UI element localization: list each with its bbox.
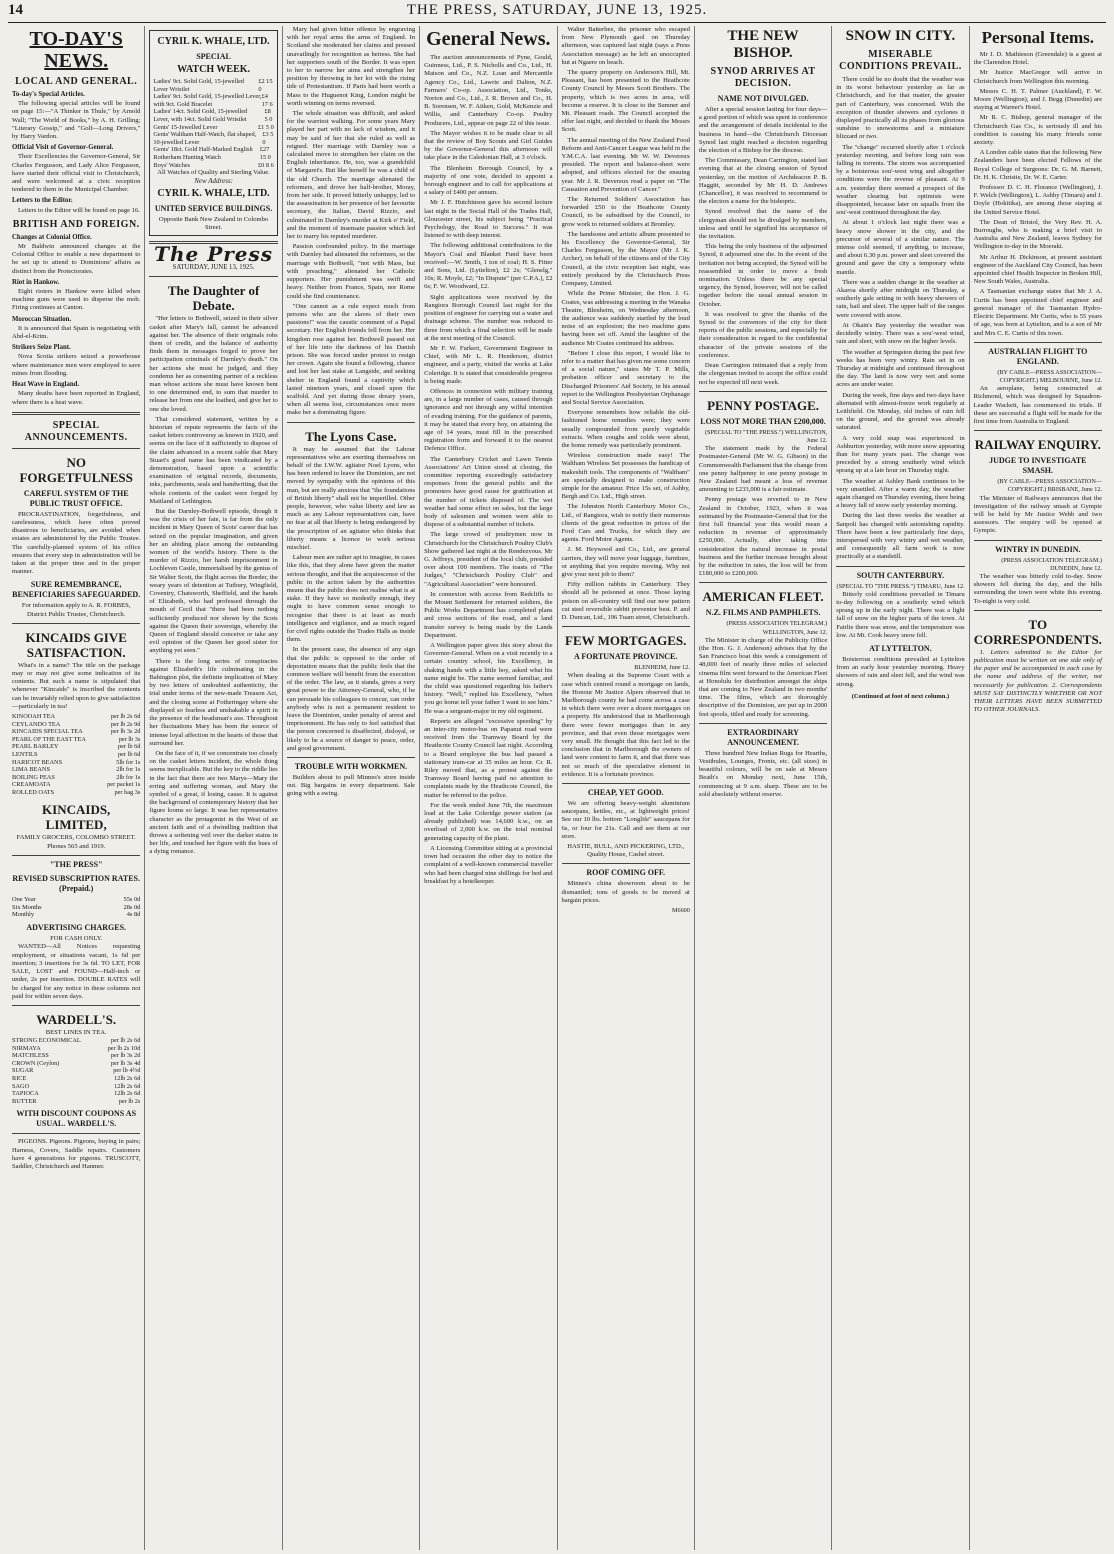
news-paragraph: For the week ended June 7th, the maximum load at the Lake Coleridge power station (as already published) was 14,600 k.w., on an overload of 2,000 k.w. on the total nominal generating capacity of the plant. — [424, 801, 553, 842]
news-text: Their Excellencies the Governor-General, Sir Charles Fergusson, and Lady Alice Fergusson, have started their official visit to Christchurch, and were welcomed at a civic reception tendered to them in the Municipal Chamber. — [12, 153, 141, 194]
news-paragraph: Mr F. W. Furkert, Government Engineer in Chief, with Mr L. R. Henderson, district engineer, and a party, visited the works at Lake Coleridge. It is stated that considerable progress is being made. — [424, 344, 553, 385]
snow-paragraph: During the week, fine days and two days have alternated with almost-freeze work regularly at Leithfield. On Monday, old inches of rain fell on the ground, and the ground was already saturated. — [836, 391, 965, 432]
continued-note: (Continued at foot of next column.) — [851, 692, 950, 700]
whale-watch-ad — [149, 30, 277, 236]
news-text: Letters to the Editor will be found on page 16. — [18, 206, 140, 214]
news-text: Nova Scotia strikers seized a powerhouse where maintenance men were employed to save mines from flooding. — [12, 353, 141, 377]
news-paragraph: While the Prime Minister, the Hon. J. G. Coates, was addressing a meeting in the Wanaka Theatre, Blenheim, on Wednesday afternoon, the audience was suddenly startled by the loud noise of an explosion; the two machine guns having been set off. Amid the laughter of the audience Mr Coates continued his address. — [561, 290, 690, 347]
price-row: SUGAR per lb 4½d — [12, 1067, 141, 1075]
news-paragraph: The handsome and artistic album presented to his Excellency the Governor-General, Sir Charles Fergusson, by the Mayor (Mr J. K. Archer), on behalf of the citizens and of the City Council, at the civic reception last night, was entirely produced by the Christchurch Press Company, Limited. — [561, 230, 690, 288]
personal-paragraph: A London cable states that the following New Zealanders have been elected Fellows of the Royal College of Surgeons: Dr. G. M. Barnett, Dr. H. K. Christie, Dr. W. E. Carter. — [973, 149, 1102, 181]
fleet-dateline: (PRESS ASSOCIATION TELEGRAM.) WELLINGTON, June 12. — [726, 620, 828, 636]
issue-date: SATURDAY, JUNE 13, 1925. — [172, 264, 255, 272]
the-press-nameplate: The Press — [154, 241, 274, 266]
editorial-paragraph: "One cannot as a rule expect much from persons who are the slaves of their own passions!" was the caustic comment of a Papal secretary. Her English friends fell from her. Her kingdom rose against her. Bothwell passed out of her life into the darkness of his Danish prison. She was forced under protest to resign her crown. Again she found a following, chance and lost her last stake at Langside, and seeking shelter in England found a captivity which lasted nineteen years, and closed upon the scaffold. And yet during those dreary years, when all seems lost, circumstances once more make her a dominating figure. — [286, 302, 416, 417]
column-7 — [832, 26, 969, 1550]
wardells-footer: WITH DISCOUNT COUPONS AS USUAL. WARDELL'S. — [16, 1109, 137, 1129]
personal-paragraph: Mr Arthur H. Dickinson, at present assistant engineer of the Auckland City Council, has been appointed chief Health Inspector in Broken Hill, New South Wales, Australia. — [973, 253, 1102, 286]
news-label: To-day's Special Articles. — [12, 91, 85, 98]
todays-news-heading: TO-DAY'S NEWS. — [29, 28, 123, 72]
price-row: TAPIOCA 12lb 2s 6d — [12, 1090, 141, 1098]
price-row: LIMA BEANS 2lb for 1s — [12, 766, 141, 774]
correspondents-text: 1. Letters submitted to the Editor for publication must be written on one side only of the paper and be accompanied in each case by the name and address of the writer, not necessarily for publication. 2. Correspondents MUST SAY DISTINCTLY WHETHER OR NOT THEIR LETTERS HAVE BEEN SUBMITTED TO OTHER JOURNALS. — [973, 648, 1102, 714]
editorial-paragraph: But the Darnley-Bothwell episode, though it was the crisis of her fate, is far from the only incident in Mary Queen of Scots' career that has seized on the popular imagination, and given her an abiding place among the outstanding women of the world's history. There is the murder of Rizzio, her harsh imprisonment in Lochleven Castle, immortalised by the genius of Sir Walter Scott, the flight across the Border, the weary years of detention at Tutbury, Wingfield, Coventry, Chatsworth, Sheffield, and the hands of Elizabeth, who had professed through the mouth of Cecil that "there had been nothing sufficiently produced nor shown by the Scots against the Queen their sovereign, whereby the Queen of England should conceive or take any evil opinion of the Queen her good sister for anything yet seen." — [149, 508, 278, 655]
news-paragraph: "Before I close this report, I would like to refer to a matter that has given me some concern of a social nature," states Mr T. P. Mills, probation officer and secretary to the Discharged Prisoners' Aid Society, in his annual report to the Wellington Presbyterian Orphanage and Social Service Association. — [561, 349, 690, 406]
american-fleet-heading: AMERICAN FLEET. — [702, 589, 824, 605]
personal-paragraph: Messrs C. H. T. Palmer (Auckland), F. W. Moore (Wellington), and J. Begg (Dunedin) are staying at Warner's Hotel. — [973, 87, 1102, 112]
extraordinary-announcement-text: Three hundred New Indian Rugs for Hearths, Vestibules, Lounges, Fronts, etc. (all sizes) in beautiful colours, will be on sale at Messrs Beath's on Monday next, June 15th, commencing at 9 a.m. sharp. These are to be sold absolutely without reserve. — [698, 749, 828, 798]
penny-paragraph: The statement made by the Federal Postmaster-General (Mr W. G. Gibson) in the Commonwealth Parliament that the change from one penny halfpenny to one penny postage in New Zealand had meant a loss of revenue amounting to £233,000 is a fair estimate. — [698, 445, 828, 494]
snow-paragraph: There was a sudden change in the weather at Akaroa shortly after midnight on Thursday, a southerly gale setting in with heavy showers of rain, hail and sleet. The upper half of the ranges were covered with snow. — [836, 278, 965, 319]
local-general-heading: LOCAL AND GENERAL. — [15, 76, 138, 87]
bishop-paragraph: After a special session lasting for four days—a good portion of which was spent in conference and the arrangement of details incidental to the business in hand—the Christchurch Diocesan Synod last night reached a decision regarding the election of a Bishop for the diocese. — [698, 106, 828, 155]
column-6 — [695, 26, 832, 1550]
personal-paragraph: The Dean of Bristol, the Very Rev. H. A. Burroughs, who is making a brief visit to Australia and New Zealand, leaves Sydney for Wellington to-day in the Moeraki. — [973, 218, 1102, 251]
synod-decision-sub: SYNOD ARRIVES AT DECISION. — [710, 66, 816, 89]
column-5 — [558, 26, 695, 1550]
wintry-text: The weather was bitterly cold to-day. Snow showers fell during the day, and the hills surrounding the town were white this evening. To-night is very cold. — [973, 572, 1102, 605]
news-paragraph: The Canterbury Cricket and Lawn Tennis Associations' Art Union stood at closing, the committee reporting exceedingly satisfactory responses from the general public and the promoters have good cause for gratification at the number of tickets disposed of. The wet weather had some effect on sales, but the large body of salesmen and women were able to dispose of a substantial number of tickets. — [424, 455, 553, 529]
bishop-paragraph: Synod resolved that the name of the clergyman should not be divulged by members, unless and until he signified his acceptance of the invitation. — [698, 208, 828, 241]
column-2 — [145, 26, 282, 1550]
editorial-paragraph: The whole situation was difficult, and asked for the warriest walking. For some years Mary played her part with no lack of wisdom, and it may be said of her that she ruled as well as reigned. Her marriage with Darnley was a calculated move to strengthen her claim on the English inheritance. He, too, was a grandchild of Margaret's. But like herself he was a child of the old Church. The marriage alienated the reformers, and drove her half-brother, Moray, from her side. It proved bitterly unhappy, led to the assassination in her presence of her favourite secretary, the Italian, David Rizzio, and culminated in Darnley's murder at Kirk o' Field, and the moment of insensate passion which led her to marry his reputed murderer. — [286, 110, 416, 241]
price-row: LENTILS per lb 6d — [12, 750, 141, 758]
editorial-paragraph: Passion confounded policy. In the marriage with Darnley had alienated the reformers, so the marriage with Bothwell, "not with Mass, but with preaching," alienated her Catholic supporters. Her punishment was swift and heavy. Neither from France, Spain, nor Rome could she find countenance. — [286, 243, 416, 300]
snow-paragraph: There could be no doubt that the weather was in its worst behaviour yesterday as far as Christchurch, and for that matter, the greater part of Canterbury, was concerned. With the exception of thunder showers and cyclones it displayed practically all its phases from glorious sunshine to snowstorms and a miniature blizzard or two. — [836, 76, 965, 141]
bishop-paragraph: It was resolved to give the thanks of the Synod to the convenors of the city for their reports of the public sessions, and especially for their consideration in regard to the confidential character of the private sessions of the conference. — [698, 310, 828, 359]
special-label: SPECIAL — [196, 52, 231, 61]
price-row: MATCHLESS per lb 3s 2d — [12, 1052, 141, 1060]
news-paragraph: J. M. Heywood and Co., Ltd., are general carriers, they will move your luggage, furniture, or anything that you require moving. Why not give your next job to them? — [561, 546, 690, 578]
timaru-dateline: (SPECIAL TO "THE PRESS.") TIMARU, June 12. — [836, 582, 965, 590]
price-row: CROWN (Ceylon) per lb 3s 4d — [12, 1059, 141, 1067]
news-paragraph: Reports are alleged "excessive speeding" by an inter-city motor-bus on Papanui road were received from the Tramway Board by the Heathcote County Council last night. According to a Board employee the bus had passed a stationary tram-car at 35 miles an hour. Cr. R. Riley moved that, as a protest against the Tramway Board having paid no attention to complaints made by the Heathcote Council, the matter be referred to the police. — [424, 717, 553, 799]
snow-paragraph: A very cold snap was experienced in Ashburton yesterday, with more snow appearing than for many years past. The change was preceded by a strong southerly wind which sprang up at a late hour on Thursday night. — [836, 434, 965, 475]
watches-note: All Watches of Quality and Sterling Value. — [157, 169, 270, 177]
name-not-divulged: NAME NOT DIVULGED. — [717, 94, 809, 103]
price-row: BOILING PEAS 2lb for 1s — [12, 773, 141, 781]
hastie-bull-pickering: HASTIE, BULL, AND PICKERING, LTD., Quality House, Cashel street. — [567, 843, 685, 859]
general-news-heading: General News. — [426, 28, 551, 50]
public-trust-subheading: CAREFUL SYSTEM OF THE PUBLIC TRUST OFFICE. — [23, 488, 129, 508]
news-paragraph: The Johnston North Canterbury Motor Co., Ltd., of Rangiora, wish to notify their numerous clients of the great reduction in prices of the Ford Cars and Trucks, for which they are agents. Ford Motor Agents. — [561, 503, 690, 544]
price-row: SAGO 12lb 2s 6d — [12, 1082, 141, 1090]
masthead-title: THE PRESS, SATURDAY, JUNE 13, 1925. — [406, 2, 708, 18]
railway-enquiry-sub: JUDGE TO INVESTIGATE SMASH. — [989, 456, 1087, 476]
price-row: KINCAIDS SPECIAL TEA per lb 3s 2d — [12, 728, 141, 736]
masthead — [8, 2, 1106, 23]
news-text: It is announced that Spain is negotiating with Abd-el-Krim. — [12, 324, 141, 341]
advertising-heading: ADVERTISING CHARGES. — [26, 923, 127, 933]
snow-paragraph: The "change" occurred shortly after 1 o'clock yesterday morning, and before long rain was falling in torrents. The storm was accompanied by a boisterous sou'-west wing and altogether conditions were the reverse of pleasant. At 9 a.m. yesterday there seemed a prospect of the weather clearing but optimists were disappointed, because later on squalls from the sou'-west continued throughout the day. — [836, 143, 965, 217]
watch-row: Ladies' 9ct. Solid Gold, 15-jewelled Lever, with 9ct. Gold Bracelet £4 17 6 — [153, 93, 273, 108]
advertising-text: WANTED—All Notices requesting employment, or situations vacant, 1s 6d per insertion; 3 insertions for 3s 6d. TO LET, FOR SALE, LOST and FOUND—Half-inch or under, 2s per insertion. DOUBLE RATES will be charged for any notice in these columns not paid for within seven days. — [12, 943, 141, 1000]
editorial-paragraph: "Her letters to Bothwell, seized in their silver casket after Mary's fall, cannot be advanced against her. The absence of their originals robs them of credit, and the balance of authority finds them in messages forged to prove her participation criminals of Darnley's death." On her actions she must be judged, and they condemn her as consenting partner of a reckless man whose actions she must have known bent to one determined end, to sum that murder to release her from one she loathed, and give her to one she loved. — [149, 315, 278, 413]
bishop-paragraph: Dean Carrington intimated that a reply from the clergyman invited to accept the office could not be expected till next week. — [698, 362, 828, 386]
watch-row: Ladies' 9ct. Solid Gold, 15-jewelled Lever Wristlet £2 15 0 — [153, 78, 273, 93]
personal-paragraph: A Tasmanian exchange states that Mr J. A. Curtis has been appointed chief engineer and general manager of the Tasmanian Hydro-Electric Department. Mr Curtis, who is 55 years of age, was born at Lyttelton, and is a son of Mr and Mrs C. E. Curtis of this town. — [973, 288, 1102, 337]
editorial-paragraph: Mary had given bitter offence by engraving with her royal arms the arms of England. In Scotland she moderated her claims and pressed unavailingly for recognition as heiress. She had her supporters south of the Border. It was open to her to narrow her aims and strengthen her position by throwing in her lot with the rising tide of Protestantism. If Paris had been worth a Mass to the Huguenot King, London might be worth winning on terms reversed. — [286, 26, 416, 107]
wardells-heading: WARDELL'S. — [36, 1011, 117, 1027]
price-row: ROLLED OATS per bag 3s — [12, 788, 141, 796]
building-name: UNITED SERVICE BUILDINGS. — [154, 203, 273, 213]
personal-items-heading: Personal Items. — [981, 28, 1094, 47]
lyttelton-text: Boisterous conditions prevailed at Lyttelton from an early hour yesterday morning. Heavy showers of rain and sleet fell, and the wind was strong. — [836, 656, 965, 688]
new-address-label: New Address: — [194, 177, 233, 186]
news-label: Letters to the Editor. — [12, 197, 73, 205]
kincaids-address: FAMILY GROCERS, COLOMBO STREET. Phones 565 and 1919. — [16, 834, 136, 850]
personal-paragraph: Mr J. D. Mathieson (Greendale) is a guest at the Clarendon Hotel. — [973, 51, 1102, 67]
watch-row: Ladies' 14ct. Solid Gold, 15-jewelled Lever, with 14ct. Solid Gold Wristlet £8 5 0 — [153, 108, 273, 123]
news-label: Heat Wave in England. — [12, 381, 80, 389]
rate-row: One Year 55s 0d — [12, 895, 141, 903]
snow-in-city-heading: SNOW IN CITY. — [845, 28, 956, 44]
subscription-heading: REVISED SUBSCRIPTION RATES. (Prepaid.) — [12, 873, 141, 893]
railway-enquiry-heading: RAILWAY ENQUIRY. — [974, 437, 1101, 453]
press-heading: "THE PRESS" — [49, 859, 103, 869]
news-paragraph: Everyone remembers how reliable the old-fashioned home remedies were; they were usually compounded from purely vegetable extracts. When coughs and colds were about, the home remedy was particularly prominent. — [561, 409, 690, 449]
news-paragraph: The Returned Soldiers' Association has forwarded £50 to the Heathcote County Council, to be subsidised by the Council, to grow work to returned soldiers at Bromley. — [561, 196, 690, 228]
news-label: Riot in Hankow. — [12, 278, 60, 286]
news-paragraph: A Wellington paper gives this story about the Governor-General. When on a visit recently to a certain country school, his Excellency, in shaking hands with a little boy, asked what his name might be. The name seemed familiar, and the child was questioned regarding his father's history. "Well," replied his Excellency, "when you go home tell your father I want to see him." He was a sergeant-major in my old regiment. — [424, 642, 553, 715]
price-row: HARICOT BEANS 5lb for 1s — [12, 758, 141, 766]
news-paragraph: The following additional contributions to the Mayor's Coal and Blanket Fund have been received:—W. Smith, 1 ton of coal; H. S. Fitter and Sons, Ltd. (Lyttelton), £2 2s; "Glenelg," 10s; R. Moyle, £2; "In Dispute" (per C.P.A.), £2 6s; F. W. Woodward, £2. — [424, 242, 553, 291]
news-paragraph: The large crowd of poultrymen now in Christchurch for the Christchurch Poultry Club's Show gathered last night at the Rendezvous. Mr G. Jeffreys, president of the local club, presided over about 100 members. The toasts of "The Judges," "Christchurch Poultry Club" and "Agricultural Association" were honoured. — [424, 531, 553, 588]
bishop-paragraph: This being the only business of the adjourned Synod, it adjourned sine die. In the event of the invitation not being accepted, the Synod will be reassembled in order to move a fresh nomination. Unless there be any special urgency, the Synod, however, will not be called together before the usual annual session in October. — [698, 243, 828, 308]
news-label: Official Visit of Governor-General. — [12, 144, 114, 152]
news-paragraph: The auction announcements of Pyne, Gould, Guinness, Ltd., P. S. Nicholls and Co., Ltd., H. Matson and Co., N.Z. Loan and Mercantile Agency Co., Ltd., Lawrie and Dalton, N.Z. Farmers' Co-op. Association, Ltd., Tonks, Norton and Co., Ltd., J. R. Brown and Co., H. B. Sorensen, W. F. Aitken, Gold, McKenzie and Willis, and Canterbury Co-op. Poultry Producers, Ltd., appear on page 22 of this issue. — [424, 54, 553, 127]
snow-paragraph: The weather at Ashley Bank continues to be very unsettled. After a warm day, the weather again changed on Thursday evening, there being a heavy fall of snow early yesterday morning. — [836, 477, 965, 510]
snow-paragraph: At about 1 o'clock last night there was a heavy snow shower in the city, and the precursor of several of a similar nature. The intense cold seemed, if anything, to increase, and about 6.30 p.m. power and sleet covered the ground and gave the city a temporary white mantle. — [836, 219, 965, 276]
snow-paragraph: The weather at Springston during the past few weeks has been very wintry. Rain set in on Thursday at midnight and continued throughout the day. The land is now very wet and some acres are under water. — [836, 348, 965, 389]
kincaids-price-list — [12, 713, 140, 797]
wintry-dunedin-heading: WINTRY IN DUNEDIN. — [995, 544, 1081, 554]
news-text: The following special articles will be found on page 15:—"A Thinker in Thule," by Arnold Wall; "The World of Books," by A. H. Grilling; "Literary Gossip," and "Golf—Long Drivers," by Harry Vardon. — [12, 100, 141, 141]
rate-row: Monthly 4s 8d — [12, 911, 141, 919]
personal-paragraph: Mr R. C. Bishop, general manager of the Christchurch Gas Co., is seriously ill and his condition is causing his many friends some anxiety. — [973, 114, 1102, 147]
watch-list — [153, 78, 273, 169]
fleet-paragraph: The Minister in charge of the Publicity Office (the Hon. G. J. Anderson) advises that by the San Francisco boat this week a consignment of 48,000 feet of nearly three miles of selected cinema film went forward to the American Fleet at Honolulu for distribution amongst the ships that are coming to New Zealand in two months' time. The films, which are thoroughly descriptive of the Dominion, are put up in 2000 feet spools, titled and ready for screening. — [698, 636, 828, 718]
lyons-paragraph: In the present case, the absence of any sign that the public is opposed to the order of deportation means that the public feels that the common welfare will benefit from the execution of the order. The law, as it stands, gives a very great power to the Attorney-General, who, if he can persuade his colleagues to concur, can order anybody who is not a permanent resident to leave the Dominion, under penalty of arrest and imprisonment. He has only to feel satisfied that the person concerned is disaffected, disloyal, or likely to be a source of danger to peace, order, and good government. — [286, 646, 416, 752]
news-label: Strikers Seize Plant. — [12, 344, 71, 352]
editorial-paragraph: That considered statement, written by a historian of repute represents the facts of the casket letters controversy as known in 1920, and seems on the face of it sufficiently to dispose of the claim advanced in a recent cable that Mary Stuart's good name has been vindicated by a demonstration, based upon a scientific examination of original records, documents, inks, parchments, seals and handwriting, that the whole contents of the casket were forged by Maitland of Lethington. — [149, 415, 278, 505]
forgetfulness-heading: NO FORGETFULNESS — [19, 454, 133, 485]
price-row: PEARL OF THE EAST TEA per lb 3s — [12, 735, 141, 743]
personal-paragraph: Mr Justice MacGregor will arrive in Christchurch from Wellington this morning. — [973, 69, 1102, 85]
columns — [8, 26, 1106, 1550]
news-paragraph: The Mayor wishes it to be made clear to all that the review of Boy Scouts and Girl Guides by the Governor-General this afternoon will take place in the Caledonian Hall, at 3 o'clock. — [424, 129, 553, 162]
daughter-of-debate-heading: The Daughter of Debate. — [167, 283, 260, 314]
cash-only: FOR CASH ONLY. — [50, 935, 103, 943]
news-label: Moroccan Situation. — [12, 315, 72, 323]
watch-row: Gents' 15-Jewelled Lever £1 5 0 — [153, 123, 274, 131]
melbourne-dateline: (BY CABLE—PRESS ASSOCIATION—COPYRIGHT.) MELBOURNE, June 12. — [997, 368, 1102, 384]
kincaids-limited: KINCAIDS, LIMITED, — [42, 802, 111, 833]
watch-row: Gents' 18ct. Gold Half-Marked English Rotherham Hunting Watch £27 15 0 — [153, 146, 271, 161]
news-paragraph: Offences in connexion with military training are, in a large number of cases, caused through ignorance and not through any wilful intention of evading training. For the guidance of parents, it may be stated that every boy, on attaining the age of 14 years, must fill in the prescribed registration form and forward it to the nearest Defence Office. — [424, 387, 553, 453]
opposite-bank: Opposite Bank New Zealand in Colombo Street. — [158, 215, 269, 231]
penny-postage-heading: PENNY POSTAGE. — [707, 397, 820, 413]
new-bishop-heading: THE NEW BISHOP. — [727, 28, 799, 61]
rate-row: Six Months 28s 0d — [12, 903, 141, 911]
trouble-workmen-text: Builders about to pull Minnes's store inside out. Big bargains in every department. Sale going with a swing. — [286, 774, 416, 798]
cheap-yet-good-heading: CHEAP, YET GOOD. — [587, 788, 664, 798]
fortunate-province-sub: A FORTUNATE PROVINCE. — [574, 652, 678, 662]
price-row: CEYLANDO TEA per lb 2s 9d — [12, 720, 141, 728]
lyons-paragraph: Labour men are rather apt to imagine, in cases like this, that they alone have given the matter serious thought, and that the acquiescence of the public in the action taken by the authorities means that the public does not realise what is at stake. If they have so modestly enough, they ought to have common sense enough to recognise that there is at least as much intelligence and vigilance, and as much regard for civil rights outside the Trades Halls as inside them. — [286, 554, 416, 644]
miserable-conditions-sub: MISERABLE CONDITIONS PREVAIL. — [839, 49, 962, 72]
brisbane-dateline: (BY CABLE—PRESS ASSOCIATION—COPYRIGHT.) BRISBANE, June 12. — [997, 478, 1102, 494]
price-row: KINOOAH TEA per lb 2s 6d — [12, 712, 141, 720]
news-label: Changes at Colonial Office. — [12, 233, 92, 241]
news-text: Mr Baldwin announced changes at the Colonial Office to enable a new department to be set up to attend to Dominions' affairs as distinct from the Protectorates. — [12, 243, 141, 275]
ad-code: M6600 — [671, 907, 690, 915]
lyons-case-heading: The Lyons Case. — [305, 428, 397, 444]
kincaids-heading: KINCAIDS GIVE SATISFACTION. — [25, 629, 127, 660]
snow-paragraph: At Okain's Bay yesterday the weather was decidedly wintry. There was a sou'-west wind, rain and sleet, with snow on the higher levels. — [836, 321, 965, 346]
few-mortgages-text: When dealing at the Supreme Court with a case which centred round a mortgage on lands, the Honour Mr Justice Alpers observed that in Marlborough county he had come across a case in which there were over a dozen mortgages on a property. He understood that in Marlborough there were fewer mortgages than in any province, and that even those mortgages were very small. He thought that this fact led to the conclusion that in Marlborough the owners of land were content to farm it, and that there was not so much of the speculative element in evidence. It is a fortunate province. — [561, 672, 690, 778]
news-paragraph: The Blenheim Borough Council, by a majority of one vote, decided to appoint a borough engineer and to call for applications at a salary of £400 per annum. — [424, 164, 553, 197]
penny-paragraph: Penny postage was reverted to in New Zealand in October, 1923, when it was estimated by the Postmaster-General that for the first full financial year this would mean a reduction in revenue of approximately £250,000. Actually, after taking into consideration the natural increase in postal business and the further increase brought about by the reduction in rates, the loss will be from £180,000 to £200,000. — [698, 496, 828, 578]
public-trust-contact: For information apply to A. R. FORBES, District Public Trustee, Christchurch. — [21, 602, 131, 618]
whale-firm-name-2: CYRIL K. WHALE, LTD. — [157, 187, 270, 199]
price-row: PEARL BARLEY per lb 6d — [12, 743, 141, 751]
column-3 — [283, 26, 420, 1550]
news-paragraph: Walter Batterbee, the prisoner who escaped from New Plymouth gaol on Thursday afternoon, was captured last night (says a Press Association message) as he left an unoccupied hut at Ngaere on beach. — [561, 26, 690, 66]
editorial-paragraph: On the face of it, if we concentrate too closely on the casket letters incident, the whole thing seems inexplicable. But the key to the riddle lies in the fact that there are two Marys—Mary the erring and suffering woman, and Mary the symbol of a great, if losing, cause. It is against the background of contemporary history that her figure looms so large. It was her representative character as the protagonist in the West of an ancient faith and of a dwindling tradition that throws a softening veil over the darker stains in her life, and touched her figure with the hues of a dying romance. — [149, 749, 278, 856]
editorial-paragraph: There is the long series of conspiracies against Elizabeth's life culminating in the Babington plot, the definite implication of Mary by two letters of undoubted authenticity, the trial under terms of the new-made Treason Act, and the closing scene at Fotheringay where she displayed so fearless and unshakable a spirit in the presence of the headsman's axe. Throughout her fluctuations Mary has been the source of intense loyal affection in the hearts of those that surround her. — [149, 657, 278, 747]
british-foreign-heading: BRITISH AND FOREIGN. — [12, 218, 140, 230]
trouble-workmen-heading: TROUBLE WITH WORKMEN. — [294, 762, 408, 772]
price-row: BUTTER per lb 2s — [12, 1097, 141, 1105]
news-paragraph: The quarry property on Anderson's Hill, Mt. Pleasant, has been presented to the Heathcote County Council by Messrs Scott Brothers. The property, which is two acres in area, will become a reserve. It is close to the Sumner and Mt. Pleasant roads. The Council accepted the offer last night, and decided to thank the Messrs Scott. — [561, 69, 690, 134]
public-trust-text: PROCRASTINATION, forgetfulness, and carelessness, which have often proved disastrous to beneficiaries, are avoided when estates are administered by the Public Trustee. The carefully-planned system of his office ensures that every step in administration will be taken at the proper time and in the proper manner. — [12, 510, 141, 576]
dunedin-dateline: (PRESS ASSOCIATION TELEGRAM.) DUNEDIN, June 12. — [1001, 556, 1102, 572]
pigeons-notice: PIGEONS. Pigeons. Pigeons, buying in pairs; Harness, Covers, Saddle repairs. Customers have 4 generations for pigeons. TRUSCOTT, Saddler, Christchurch and Hanmer. — [12, 1138, 141, 1171]
special-announcements-heading: SPECIAL ANNOUNCEMENTS. — [24, 419, 128, 443]
personal-paragraph: Professor D. C. H. Florance (Wellington), J. F. Welch (Wellington), L. Ashby (Timaru) and J. Doyle (Hokitika), are among those staying at the United Service Hotel. — [973, 184, 1102, 216]
at-lyttelton-heading: AT LYTTELTON. — [869, 644, 932, 653]
flight-text: An aeroplane, being constructed at Richmond, which was designed by Squadron-Leader Wackett, has commenced its trials. If these are successful a flight will be made for the first time from Australia to England. — [973, 385, 1102, 425]
news-paragraph: The annual meeting of the New Zealand Food Reform and Anti-Cancer League was held in the Y.M.C.A. last evening. Mr W. W. Devereux presided. The report and balance-sheet were adopted, and officers elected for the ensuing year. Mr J. R. Devereux read a paper on "The Causation and Prevention of Cancer." — [561, 136, 690, 193]
wardells-price-list — [12, 1037, 140, 1105]
price-row: CREAMOATA per packet 1s — [12, 781, 141, 789]
column-8 — [970, 26, 1106, 1550]
watch-row: Gents' Waltham Half-Watch, flat shaped, 10-jewelled Lever £3 5 0 — [153, 131, 274, 146]
australian-flight-heading: AUSTRALIAN FLIGHT TO ENGLAND. — [988, 346, 1088, 366]
news-paragraph: In connexion with access from Redcliffs to the Mount Settlement for returned soldiers, the Public Works Department has completed plans and cross sections of the road, and a land transfer survey is being made by the Lands Department. — [424, 590, 553, 639]
roof-coming-off-heading: ROOF COMING OFF. — [586, 868, 666, 878]
roof-coming-off-text: Minnes's china showroom about to be dismantled; tons of goods to be moved at bargain prices. — [561, 880, 690, 904]
blenheim-dateline: BLENHEIM, June 12. — [634, 664, 690, 672]
south-canterbury-text: Bitterly cold conditions prevailed in Timaru to-day following on a southerly wind which sprang up in the early night. There was a light fall of snow on the higher parts of the town. At Fairlie there was snow, and the temperature was low. At Mt. Cook heavy snow fell. — [836, 590, 965, 639]
extraordinary-announcement-heading: EXTRAORDINARY ANNOUNCEMENT. — [727, 727, 799, 747]
watch-row: Boys' Watches £0 8 6 — [153, 161, 274, 169]
bishop-paragraph: The Commissary, Dean Carrington, stated last evening that at the closing session of Synod yesterday, on the motion of Archdeacon P. B. Haggitt, seconded by Mr H. D. Andrews (Chancellor), it was resolved to recommend to the electors a name for the bishopric. — [698, 157, 828, 206]
news-paragraph: Sight applications were received by the Rangiora Borough Council last night for the position of engineer for carrying out a water and drainage scheme. The number was reduced to three from which a final selection will be made at the next meeting of the Council. — [424, 293, 553, 342]
news-paragraph: Fifty million rabbits in Canterbury. They should all be poisoned at once. Those laying poison on all-country will find our new pattern cut steel reversible rabbit preventor best. P. and D. Duncan, Ltd., 196 Tuam street, Christchurch. — [561, 581, 690, 622]
news-paragraph: A Licensing Committee sitting at a provincial town had occasion the other day to notice the complaint of a well-known commercial traveller who had been charged nine shillings for bed and breakfast by a hotelkeeper. — [424, 844, 553, 885]
price-row: RICE 12lb 2s 6d — [12, 1075, 141, 1083]
cheap-yet-good-text: We are offering heavy-weight aluminium saucepans, kettles, etc., at lightweight prices! See our 10 lbs. bottom "Longlife" saucepans for 6s, or four for 21s. Call and see them at our store. — [561, 800, 690, 840]
news-paragraph: Mr J. F. Hutchinson gave his second lecture last night in the Social Hall of the Trades Hall, Gloucester street, his subject being "Practical Psychology, the Road to Success." It was listened to with deep interest. — [424, 199, 553, 240]
news-text: Eight rioters in Hankow were killed when machine guns were used to disperse the mob. Firing continues at Canton. — [12, 288, 141, 312]
price-row: NIRMAYA per lb 2s 10d — [12, 1044, 141, 1052]
remembrance-tagline: SURE REMEMBRANCE, BENEFICIARIES SAFEGUARDED. — [12, 580, 141, 600]
watch-week-title: WATCH WEEK. — [177, 64, 251, 75]
column-4 — [420, 26, 557, 1550]
column-1 — [8, 26, 145, 1550]
kincaids-text: What's in a name? The title on the package may or may not give some indication of its contents. But such a name is stipulated that whenever "Kincaids" is inscribed the contents can be invariably relied upon to give satisfaction—particularly in tea! — [12, 661, 141, 710]
page-number: 14 — [8, 2, 23, 18]
price-row: STRONG ECONOMICAL per lb 2s 6d — [12, 1037, 141, 1045]
few-mortgages-heading: FEW MORTGAGES. — [565, 633, 687, 649]
whale-firm-name: CYRIL K. WHALE, LTD. — [157, 36, 270, 47]
news-text: Many deaths have been reported in England, where there is a heat wave. — [12, 390, 141, 406]
wardells-sub: BEST LINES IN TEA. — [45, 1028, 107, 1036]
wellington-dateline: (SPECIAL TO "THE PRESS.") WELLINGTON, June 12. — [704, 428, 828, 444]
penny-postage-sub: LOSS NOT MORE THAN £200,000. — [700, 416, 826, 426]
railway-text: The Minister of Railways announces that the investigation of the railway smash at Gympie will be held by Mr Justice Webb and two assessors. The enquiry will be opened at Gympie. — [973, 494, 1102, 535]
to-correspondents-heading: TO CORRESPONDENTS. — [973, 616, 1102, 647]
snow-paragraph: During the last three weeks the weather at Sanpoli has changed with astonishing rapidity. There have been a few particularly fine days, interspersed with very wintry and wet weather, and consequently all farm work is now practically at a standstill. — [836, 512, 965, 561]
news-paragraph: Wireless construction made easy! The Waltham Wireless Set possesses the handicap of makeshift tools. The components of "Waltham" are specially designed to make construction simple for the amateur. Price 15s set, of Ashby, Bergh and Co. Ltd., High street. — [561, 452, 690, 501]
american-fleet-sub: N.Z. FILMS AND PAMPHLETS. — [705, 608, 821, 618]
lyons-paragraph: It may be assumed that the Labour representatives who are exerting themselves on behalf of the I.W.W. agitator Noel Lyons, who has been ordered to leave the Dominion, are not moved by sympathy with the opinions of this man, but are really anxious that "the foundations of British liberty" shall not be imperilled. Other people, however, who value liberty and law as much as any Labour representatives can, have no fear at all that liberty is being endangered by the proscription of an agitator who thinks that liberty means a licence to work serious mischief. — [286, 445, 416, 551]
south-canterbury-heading: SOUTH CANTERBURY. — [856, 570, 945, 580]
